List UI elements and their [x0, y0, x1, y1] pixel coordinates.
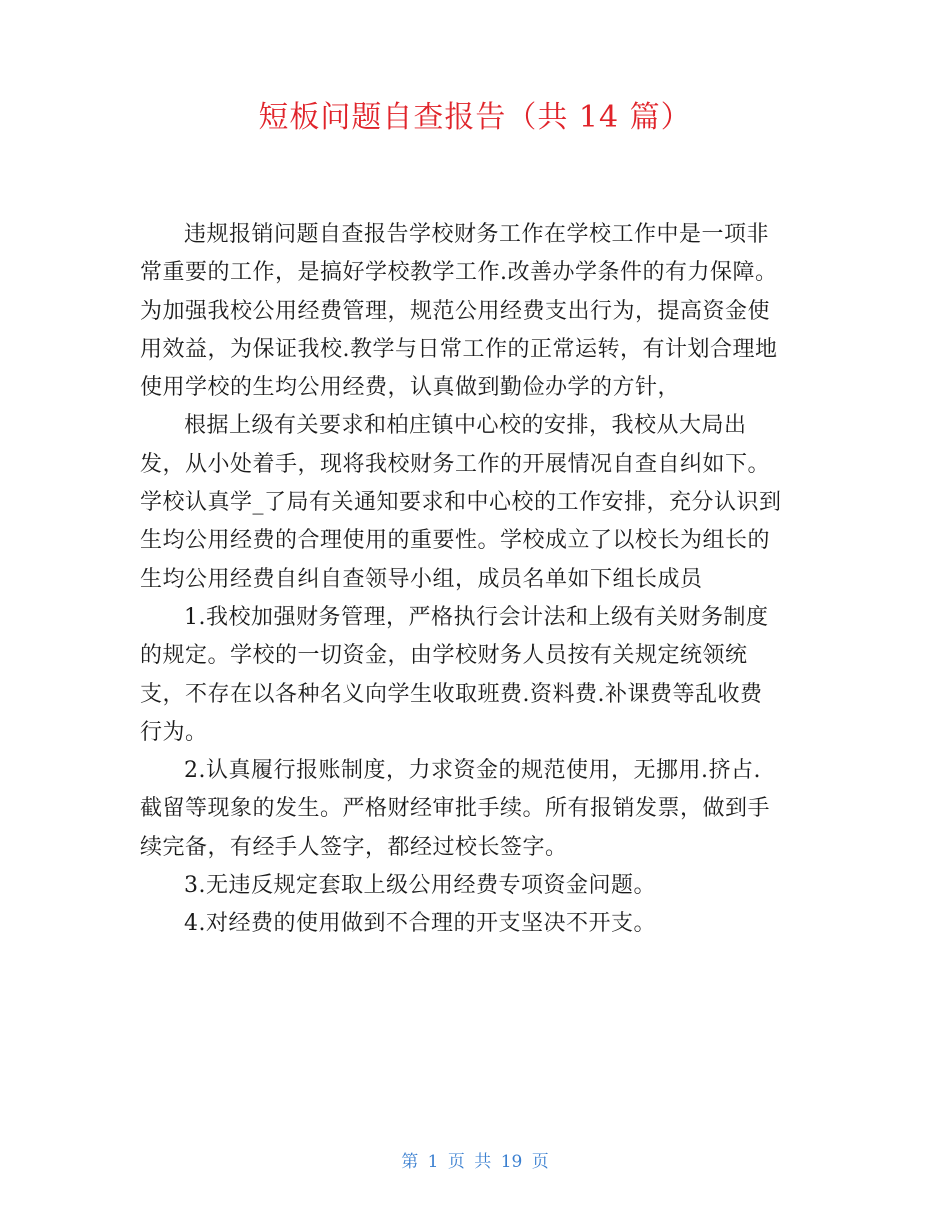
- paragraph-line: 为加强我校公用经费管理，规范公用经费支出行为，提高资金使: [140, 298, 771, 324]
- paragraph-line: 4.对经费的使用做到不合理的开支坚决不开支。: [184, 911, 656, 937]
- paragraph-line: 发，从小处着手，现将我校财务工作的开展情况自查自纠如下。: [140, 451, 771, 477]
- document-title: 短板问题自查报告（共 14 篇）: [258, 100, 692, 135]
- paragraph-line: 使用学校的生均公用经费，认真做到勤俭办学的方针，: [140, 375, 681, 401]
- paragraph-line: 截留等现象的发生。严格财经审批手续。所有报销发票，做到手: [140, 796, 771, 822]
- paragraph-line: 行为。: [140, 719, 208, 745]
- paragraph-line: 用效益，为保证我校.教学与日常工作的正常运转，有计划合理地: [140, 336, 778, 362]
- paragraph-line: 支，不存在以各种名义向学生收取班费.资料费.补课费等乱收费: [140, 681, 763, 707]
- paragraph-line: 根据上级有关要求和柏庄镇中心校的安排，我校从大局出: [184, 413, 747, 439]
- paragraph-line: 违规报销问题自查报告学校财务工作在学校工作中是一项非: [184, 222, 770, 247]
- paragraph-line: 生均公用经费自纠自查领导小组，成员名单如下组长成员: [140, 566, 703, 592]
- document-body: [140, 216, 820, 944]
- paragraph-line: 2.认真履行报账制度，力求资金的规范使用，无挪用.挤占.: [184, 758, 761, 784]
- paragraph-line: 续完备，有经手人签字，都经过校长签字。: [140, 834, 568, 860]
- paragraph-line: 3.无违反规定套取上级公用经费专项资金问题。: [184, 873, 656, 899]
- page-number-footer: 第 1 页 共 19 页: [401, 1152, 549, 1172]
- paragraph-line: 1.我校加强财务管理，严格执行会计法和上级有关财务制度: [184, 604, 769, 630]
- paragraph-line: 生均公用经费的合理使用的重要性。学校成立了以校长为组长的: [140, 528, 771, 554]
- paragraph-line: 学校认真学_了局有关通知要求和中心校的工作安排，充分认识到: [140, 490, 782, 516]
- paragraph-line: 常重要的工作，是搞好学校教学工作.改善办学条件的有力保障。: [140, 260, 778, 286]
- paragraph-line: 的规定。学校的一切资金，由学校财务人员按有关规定统领统: [140, 643, 748, 669]
